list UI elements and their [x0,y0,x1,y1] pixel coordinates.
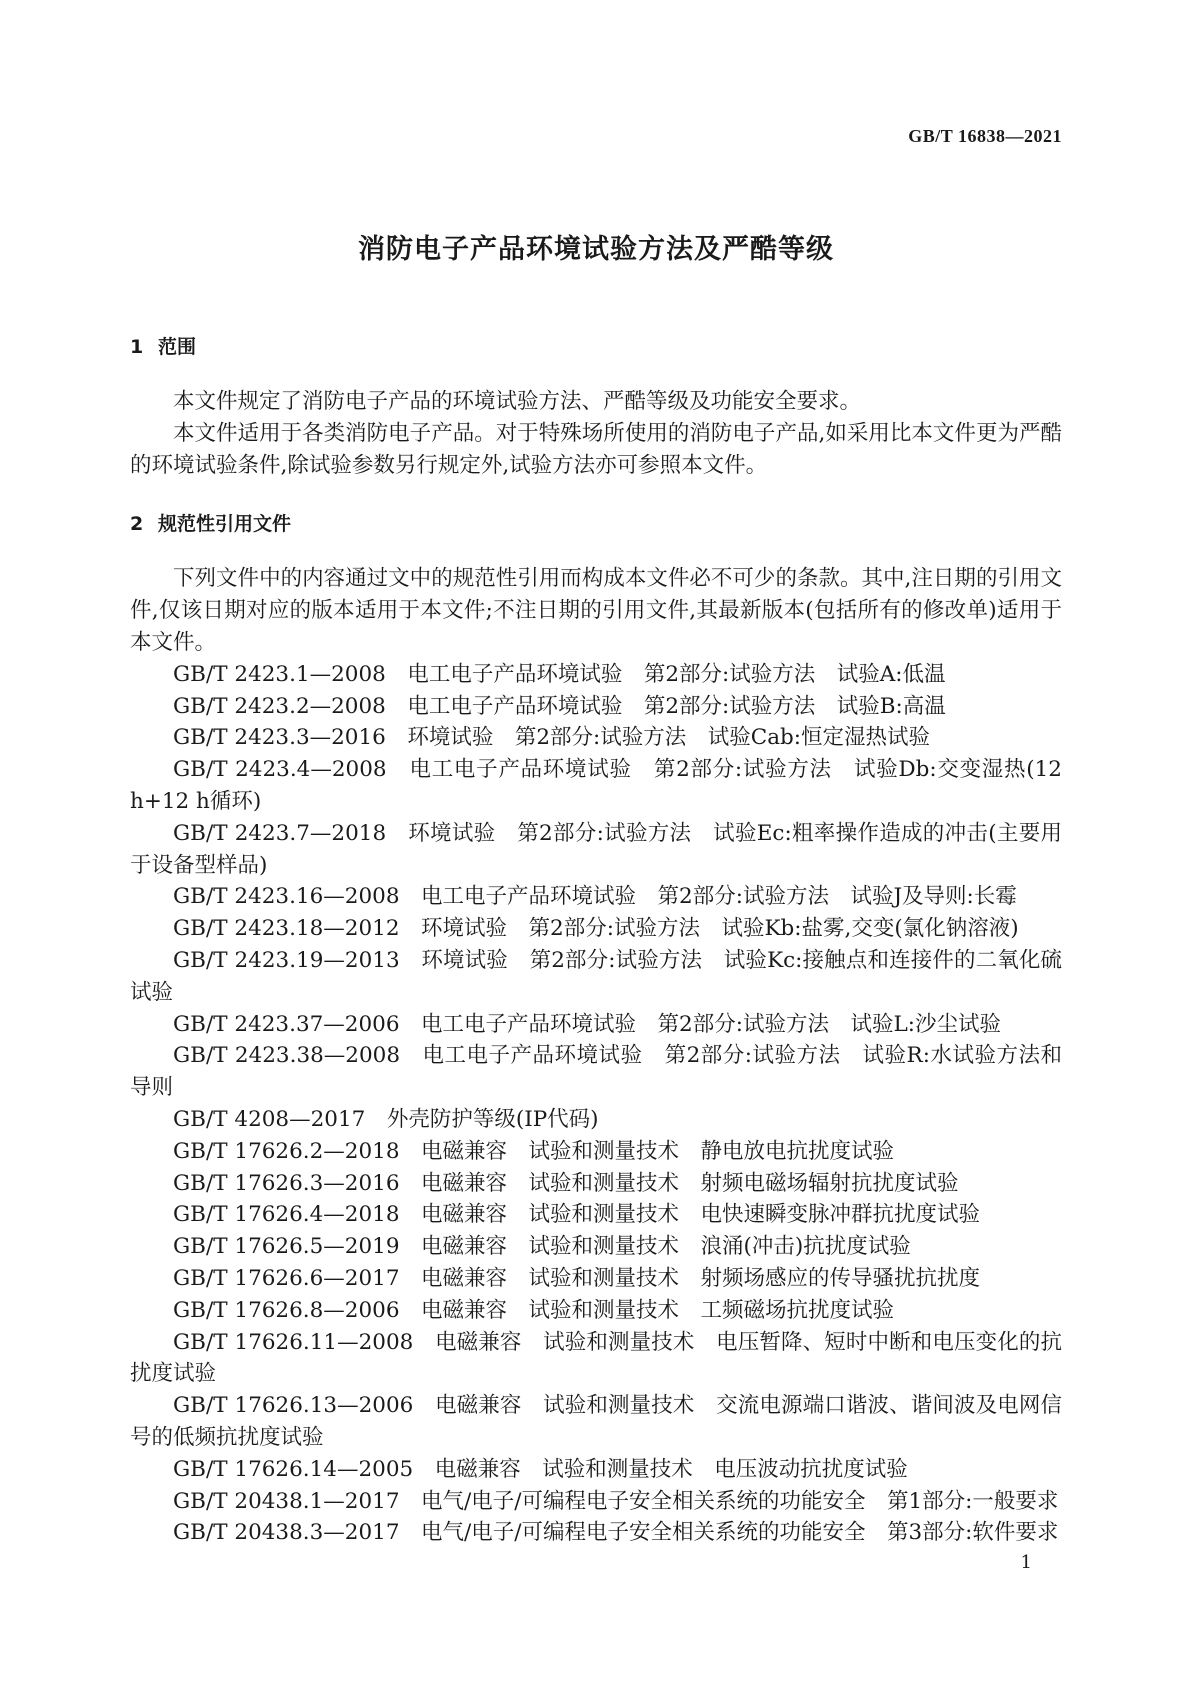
section-title: 规范性引用文件 [158,513,292,536]
section-number: 1 [130,336,144,358]
section-title: 范围 [158,336,197,358]
scope-body [130,386,1062,481]
section-heading-scope [130,334,1062,360]
reference-item: GB/T 2423.37—2006 电工电子产品环境试验 第2部分:试验方法 试验L:沙尘试验 [173,1011,1001,1037]
reference-item: GB/T 2423.18—2012 环境试验 第2部分:试验方法 试验Kb:盐雾,交变(氯化钠溶液) [173,916,1019,942]
reference-item: GB/T 2423.1—2008 电工电子产品环境试验 第2部分:试验方法 试验A:低温 [173,661,946,687]
reference-item: GB/T 4208—2017 外壳防护等级(IP代码) [173,1106,599,1132]
reference-item: GB/T 20438.1—2017 电气/电子/可编程电子安全相关系统的功能安全 第1部分:一般要求 [173,1488,1059,1514]
reference-item: GB/T 2423.19—2013 环境试验 第2部分:试验方法 试验Kc:接触点和连接件的二氧化硫试验 [130,947,1062,1005]
reference-item: GB/T 17626.6—2017 电磁兼容 试验和测量技术 射频场感应的传导骚扰抗扰度 [173,1265,981,1291]
paragraph: 本文件规定了消防电子产品的环境试验方法、严酷等级及功能安全要求。 [173,389,862,414]
page-number: 1 [1020,1552,1032,1574]
reference-item: GB/T 17626.5—2019 电磁兼容 试验和测量技术 浪涌(冲击)抗扰度试验 [173,1234,911,1260]
reference-item: GB/T 20438.3—2017 电气/电子/可编程电子安全相关系统的功能安全 第3部分:软件要求 [173,1520,1059,1546]
references-body [130,563,1062,1549]
reference-list [130,659,1062,1549]
reference-item: GB/T 17626.11—2008 电磁兼容 试验和测量技术 电压暂降、短时中断和电压变化的抗扰度试验 [130,1329,1062,1387]
reference-item: GB/T 17626.13—2006 电磁兼容 试验和测量技术 交流电源端口谐波、谐间波及电网信号的低频抗扰度试验 [130,1393,1062,1450]
reference-item: GB/T 2423.16—2008 电工电子产品环境试验 第2部分:试验方法 试验J及导则:长霉 [173,884,1017,910]
reference-item: GB/T 2423.38—2008 电工电子产品环境试验 第2部分:试验方法 试验R:水试验方法和导则 [130,1043,1062,1101]
reference-item: GB/T 17626.14—2005 电磁兼容 试验和测量技术 电压波动抗扰度试验 [173,1456,908,1482]
reference-item: GB/T 17626.4—2018 电磁兼容 试验和测量技术 电快速瞬变脉冲群抗扰度试验 [173,1202,981,1228]
paragraph: 本文件适用于各类消防电子产品。对于特殊场所使用的消防电子产品,如采用比本文件更为严酷的环境试验条件,除试验参数另行规定外,试验方法亦可参照本文件。 [130,420,1062,478]
reference-item: GB/T 17626.8—2006 电磁兼容 试验和测量技术 工频磁场抗扰度试验 [173,1297,895,1323]
reference-item: GB/T 2423.2—2008 电工电子产品环境试验 第2部分:试验方法 试验B:高温 [173,693,946,719]
document-page [130,0,1062,1615]
section-number: 2 [130,513,144,536]
reference-item: GB/T 2423.7—2018 环境试验 第2部分:试验方法 试验Ec:粗率操作造成的冲击(主要用于设备型样品) [130,820,1062,878]
reference-item: GB/T 17626.2—2018 电磁兼容 试验和测量技术 静电放电抗扰度试验 [173,1138,895,1164]
standard-number-header: GB/T 16838—2021 [908,126,1062,146]
paragraph: 下列文件中的内容通过文中的规范性引用而构成本文件必不可少的条款。其中,注日期的引用文件,仅该日期对应的版本适用于本文件;不注日期的引用文件,其最新版本(包括所有的修改单)适用于本文件。 [130,566,1062,655]
section-heading-normative-references [130,511,1062,537]
reference-item: GB/T 2423.3—2016 环境试验 第2部分:试验方法 试验Cab:恒定湿热试验 [173,725,931,751]
reference-item: GB/T 2423.4—2008 电工电子产品环境试验 第2部分:试验方法 试验Db:交变湿热(12 h+12 h循环) [130,757,1062,814]
reference-item: GB/T 17626.3—2016 电磁兼容 试验和测量技术 射频电磁场辐射抗扰度试验 [173,1170,959,1196]
document-title: 消防电子产品环境试验方法及严酷等级 [358,234,834,265]
